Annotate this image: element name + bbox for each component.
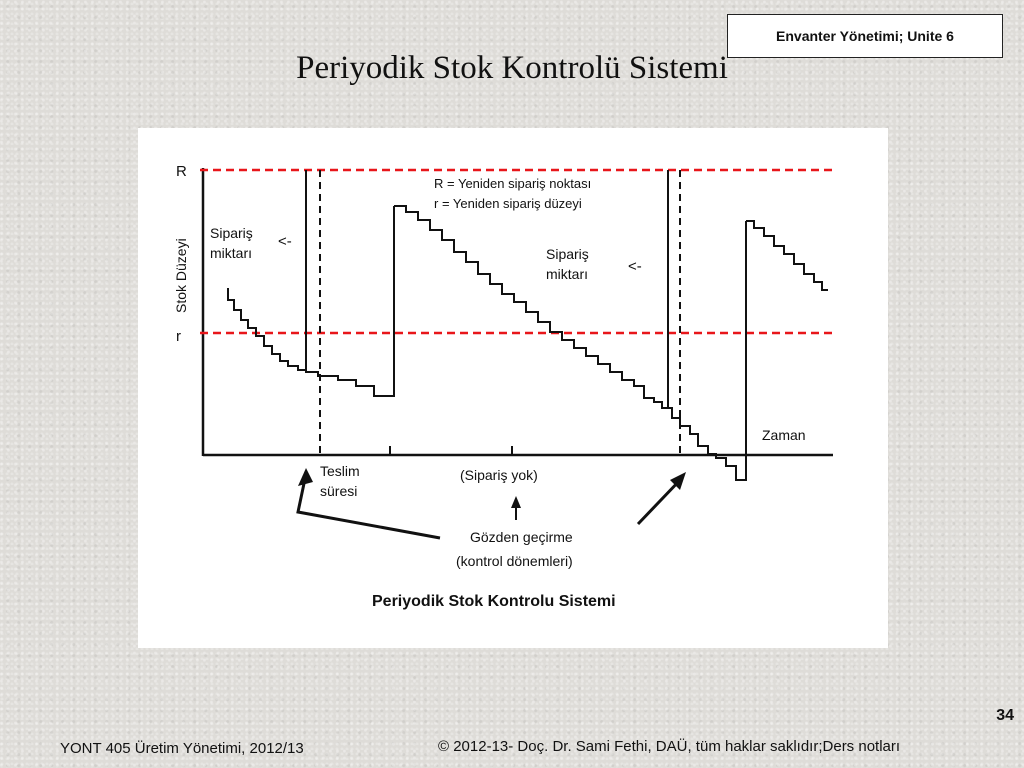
slide-title: Periyodik Stok Kontrolü Sistemi bbox=[296, 50, 728, 86]
order-qty-label-2-line2: miktarı bbox=[546, 266, 588, 282]
page-number: 34 bbox=[996, 707, 1014, 724]
order-qty-label-2-line1: Sipariş bbox=[546, 246, 589, 262]
footer-course: YONT 405 Üretim Yönetimi, 2012/13 bbox=[60, 740, 304, 757]
inventory-cycle-3 bbox=[746, 221, 828, 290]
inventory-diagram-figure bbox=[138, 128, 888, 648]
order-qty-arrow-1: <- bbox=[278, 233, 292, 250]
level-R-label: R bbox=[176, 163, 187, 180]
legend-r: r = Yeniden sipariş düzeyi bbox=[434, 196, 582, 211]
level-r-label: r bbox=[176, 328, 181, 345]
figure-caption: Periyodik Stok Kontrolu Sistemi bbox=[372, 593, 616, 610]
inventory-diagram bbox=[138, 128, 888, 648]
unit-label: Envanter Yönetimi; Unite 6 bbox=[776, 28, 954, 44]
order-qty-label-1-line2: miktarı bbox=[210, 245, 252, 261]
y-axis-label: Stok Düzeyi bbox=[173, 238, 189, 313]
review-arrow-1-head bbox=[298, 468, 313, 486]
no-order-label: (Sipariş yok) bbox=[460, 467, 538, 483]
lead-time-line2: süresi bbox=[320, 483, 358, 499]
order-qty-arrow-2: <- bbox=[628, 258, 642, 275]
x-axis-label: Zaman bbox=[762, 427, 806, 443]
review-label-line1: Gözden geçirme bbox=[470, 529, 573, 545]
order-qty-label-1-line1: Sipariş bbox=[210, 225, 253, 241]
footer-copyright: © 2012-13- Doç. Dr. Sami Fethi, DAÜ, tüm haklar saklıdır;Ders notları bbox=[438, 738, 901, 755]
legend-R: R = Yeniden sipariş noktası bbox=[434, 176, 592, 191]
review-label-line2: (kontrol dönemleri) bbox=[456, 553, 573, 569]
review-arrow-center-head bbox=[511, 496, 521, 508]
lead-time-line1: Teslim bbox=[320, 463, 360, 479]
inventory-cycle-1 bbox=[228, 206, 394, 396]
